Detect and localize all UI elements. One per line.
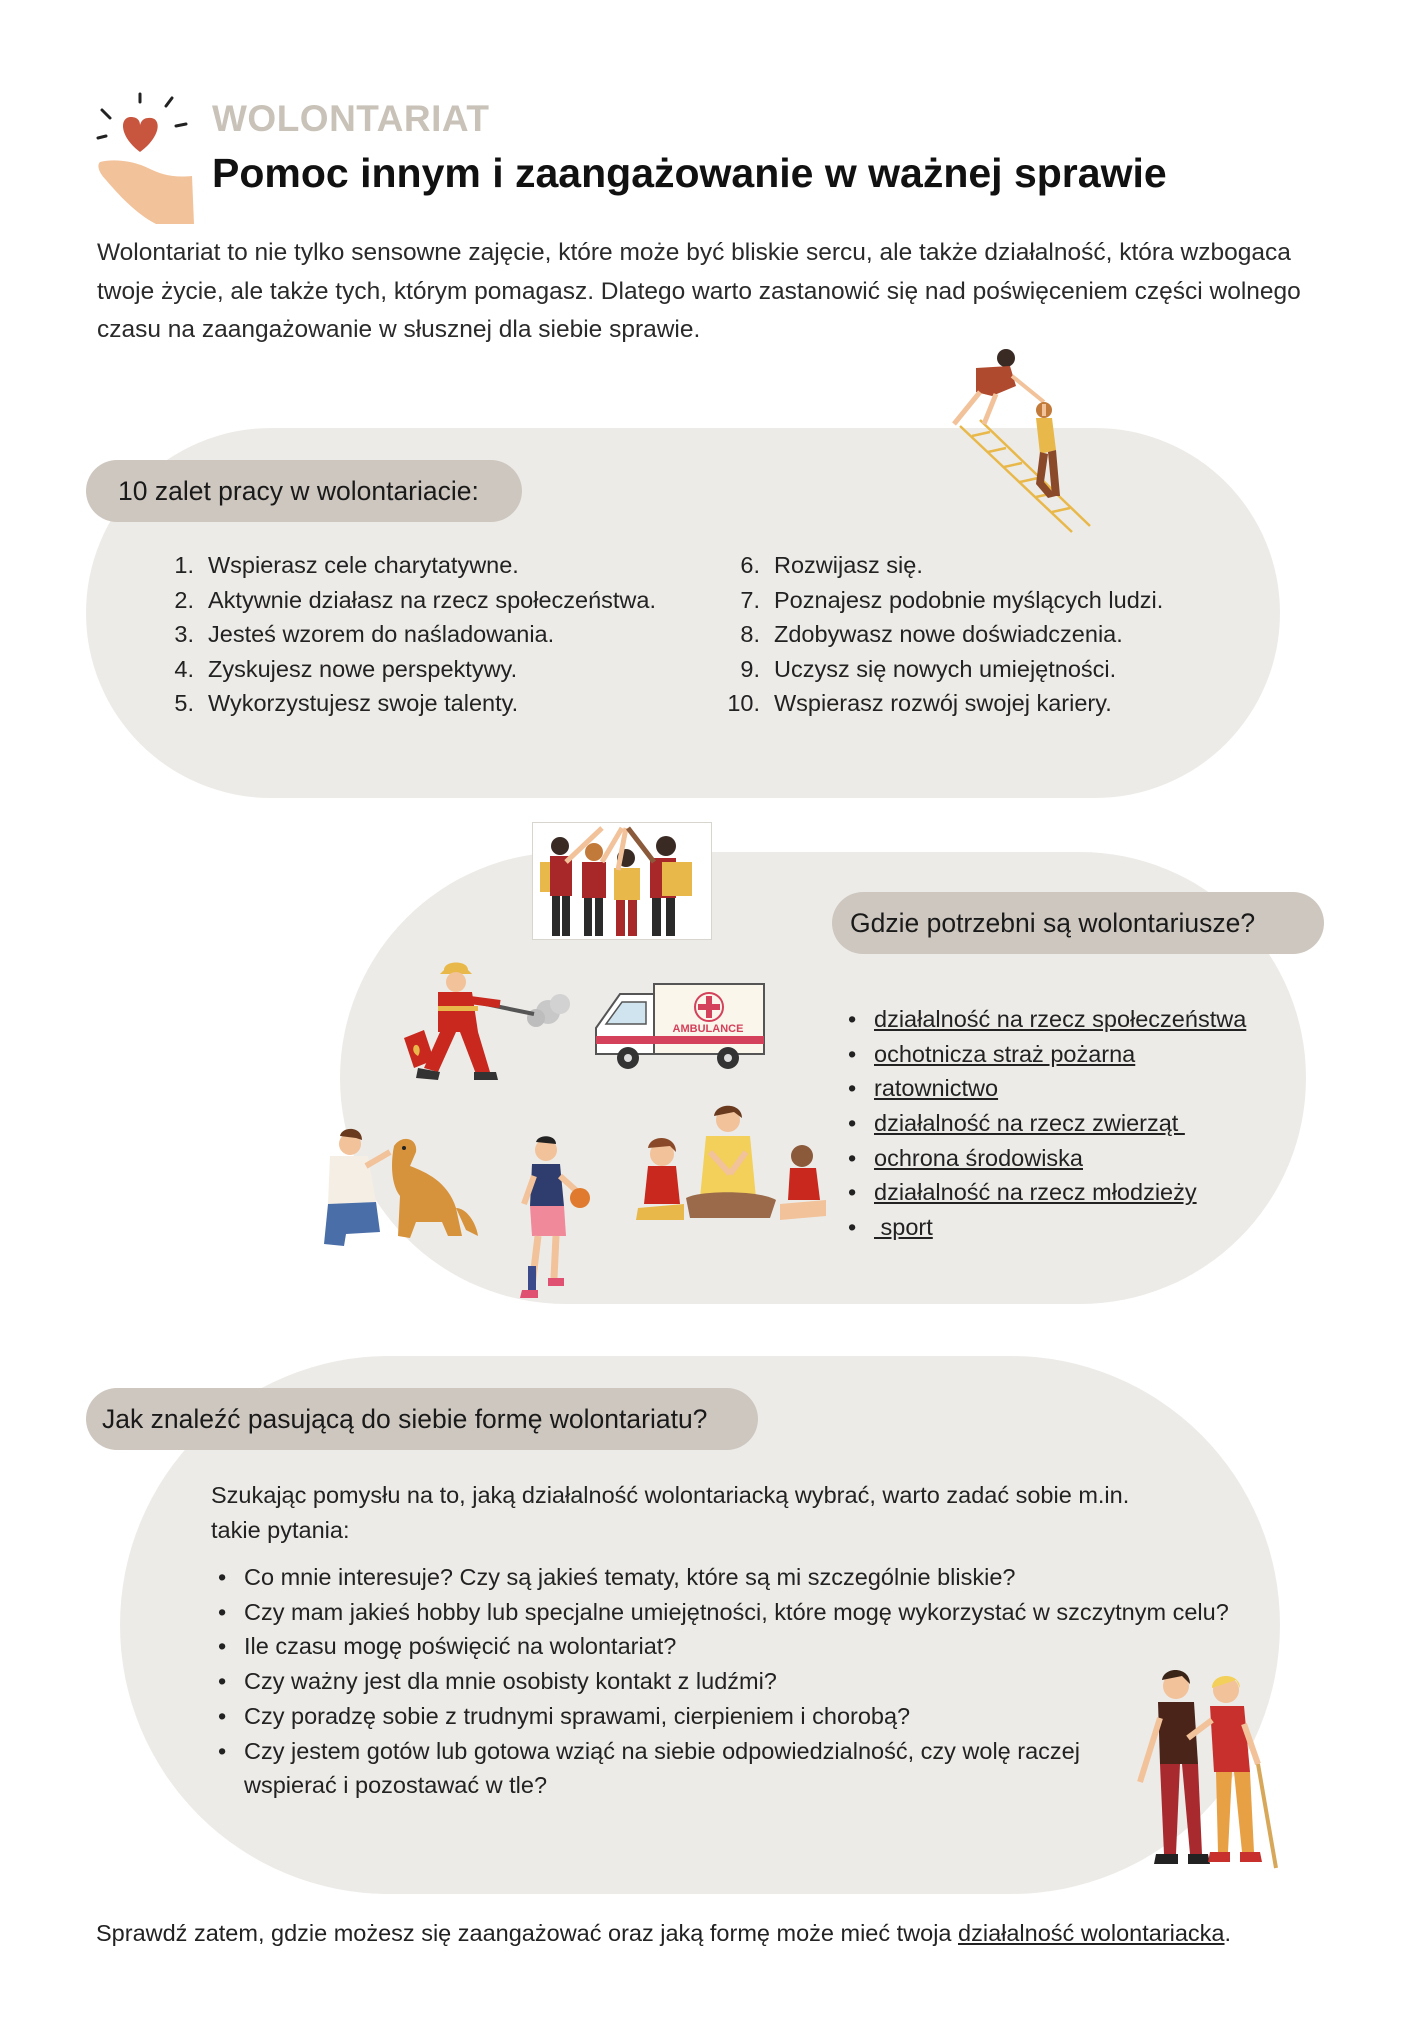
ladder-help-illustration	[940, 346, 1110, 536]
list-item: 4. Zyskujesz nowe perspektywy.	[174, 655, 518, 682]
list-item	[846, 1106, 1246, 1141]
section-eyebrow: WOLONTARIAT	[212, 98, 490, 139]
areas-list	[846, 1002, 1246, 1245]
benefits-list-left	[160, 548, 656, 721]
list-item	[846, 1002, 1246, 1037]
area-link-animals[interactable]: działalność na rzecz zwierząt	[874, 1110, 1185, 1137]
find-intro: Szukając pomysłu na to, jaką działalność wolontariacką wybrać, warto zadać sobie m.in. takie pytania:	[211, 1482, 1130, 1543]
area-link-sport[interactable]: sport	[874, 1214, 933, 1241]
list-item: 1. Wspierasz cele charytatywne.	[174, 552, 519, 578]
list-item	[846, 1071, 1246, 1106]
find-heading: Jak znaleźć pasującą do siebie formę wolontariatu?	[86, 1388, 758, 1450]
teacher-children-illustration	[630, 1104, 832, 1242]
list-item: 3. Jesteś wzorem do naśladowania.	[174, 621, 555, 648]
list-item	[846, 1037, 1246, 1072]
area-link-youth[interactable]: działalność na rzecz młodzieży	[874, 1179, 1197, 1206]
area-link-environment[interactable]: ochrona środowiska	[874, 1144, 1083, 1171]
list-item: 10. Wspierasz rozwój swojej kariery.	[727, 690, 1112, 717]
ambulance-label: AMBULANCE	[672, 1023, 744, 1035]
dog-owner-illustration	[306, 1126, 482, 1250]
page-title: Pomoc innym i zaangażowanie w ważnej sprawie	[212, 150, 1167, 196]
firefighter-illustration	[398, 960, 578, 1110]
list-item: • Ile czasu mogę poświęcić na wolontariat?	[216, 1629, 1276, 1664]
list-item: 2. Aktywnie działasz na rzecz społeczeństwa.	[174, 586, 657, 613]
questions-list	[216, 1560, 1276, 1803]
list-item: 5. Wykorzystujesz swoje talenty.	[174, 690, 519, 717]
heart-hand-icon	[96, 96, 196, 226]
list-item: • Czy jestem gotów lub gotowa wziąć na siebie odpowiedzialność, czy wolę raczej wspierać i pozostawać w tle?	[216, 1734, 1104, 1803]
elderly-help-illustration	[1136, 1668, 1286, 1878]
intro-paragraph: Wolontariat to nie tylko sensowne zajęcie, które może być bliskie sercu, ale także działalność, która wzbogaca twoje życie, ale także tych, którym pomagasz. Dlatego warto zastanowić się nad poświęceniem części wolnego czasu na zaangażowanie w słusznej dla siebie sprawie.	[97, 239, 1301, 343]
basketball-player-illustration	[506, 1136, 596, 1306]
list-item: 9. Uczysz się nowych umiejętności.	[740, 655, 1117, 682]
list-item: • Czy ważny jest dla mnie osobisty kontakt z ludźmi?	[216, 1664, 1276, 1699]
list-item	[846, 1175, 1246, 1210]
list-item: 8. Zdobywasz nowe doświadczenia.	[740, 621, 1123, 648]
area-link-rescue[interactable]: ratownictwo	[874, 1075, 999, 1102]
area-link-society[interactable]: działalność na rzecz społeczeństwa	[874, 1006, 1247, 1032]
list-item: • Co mnie interesuje? Czy są jakieś tematy, które są mi szczególnie bliskie?	[216, 1560, 1276, 1595]
area-link-fire-brigade[interactable]: ochotnicza straż pożarna	[874, 1040, 1136, 1067]
group-high-five-illustration	[532, 822, 712, 940]
benefits-list-right	[726, 548, 1163, 721]
areas-heading: Gdzie potrzebni są wolontariusze?	[832, 892, 1324, 954]
list-item: 7. Poznajesz podobnie myślących ludzi.	[740, 586, 1164, 613]
list-item	[846, 1210, 1246, 1245]
list-item: 6. Rozwijasz się.	[740, 552, 923, 578]
list-item: • Czy mam jakieś hobby lub specjalne umiejętności, które mogę wykorzystać w szczytnym celu?	[216, 1595, 1276, 1630]
list-item	[846, 1141, 1246, 1176]
benefits-heading: 10 zalet pracy w wolontariacie:	[86, 460, 522, 522]
list-item: • Czy poradzę sobie z trudnymi sprawami, cierpieniem i chorobą?	[216, 1699, 1276, 1734]
footer-link[interactable]: działalność wolontariacka	[958, 1920, 1225, 1946]
footer-text: Sprawdź zatem, gdzie możesz się zaangażować oraz jaką formę może mieć twoja działalność wolontariacka.	[96, 1920, 1232, 1946]
ambulance-illustration	[592, 978, 768, 1078]
